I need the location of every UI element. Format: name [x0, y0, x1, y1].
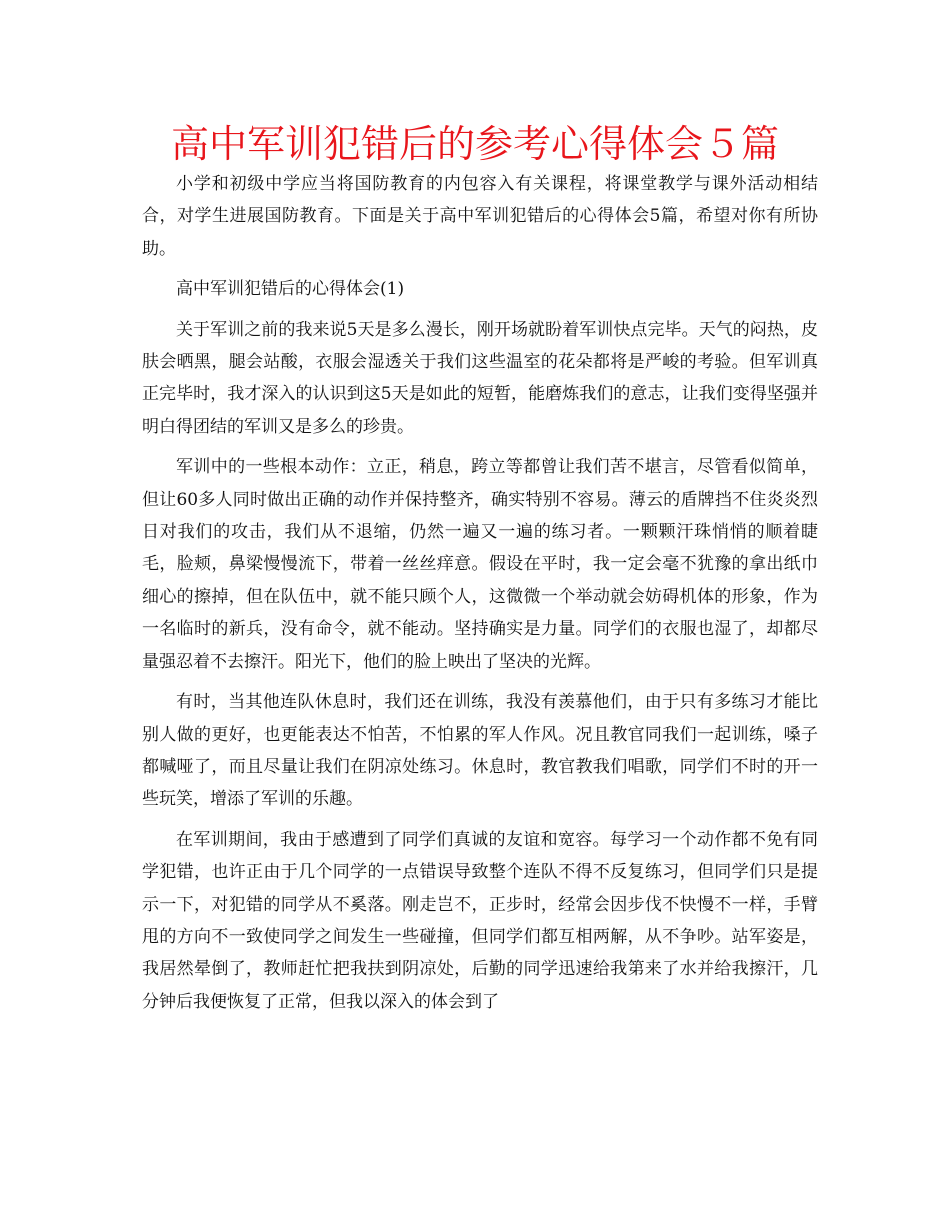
section-heading: 高中军训犯错后的心得体会(1) [176, 279, 405, 300]
body-paragraph: 在军训期间，我由于感遭到了同学们真诚的友谊和宽容。每学习一个动作都不免有同学犯错，也许正由于几个同学的一点错误导致整个连队不得不反复练习，但同学们只是提示一下，对犯错的同学从不奚落。刚走岂不，正步时，经常会因步伐不快慢不一样，手臂甩的方向不一致使同学之间发生一些碰撞，但同学们都互相两解，从不争吵。站军姿是，我居然晕倒了，教师赶忙把我扶到阴凉处，后勤的同学迅速给我第来了水并给我擦汗，几分钟后我便恢复了正常，但我以深入的体会到了 [142, 829, 818, 1012]
intro-paragraph: 小学和初级中学应当将国防教育的内包容入有关课程，将课堂教学与课外活动相结合，对学生进展国防教育。下面是关于高中军训犯错后的心得体会5篇，希望对你有所协助。 [142, 174, 818, 259]
body-paragraph: 军训中的一些根本动作：立正，稍息，跨立等都曾让我们苦不堪言，尽管看似简单，但让60多人同时做出正确的动作并保持整齐，确实特别不容易。薄云的盾牌挡不住炎炎烈日对我们的攻击，我们从不退缩，仍然一遍又一遍的练习者。一颗颗汗珠悄悄的顺着睫毛，脸颊，鼻梁慢慢流下，带着一丝丝痒意。假设在平时，我一定会毫不犹豫的拿出纸巾细心的擦掉，但在队伍中，就不能只顾个人，这微微一个举动就会妨碍机体的形象，作为一名临时的新兵，没有命令，就不能动。坚持确实是力量。同学们的衣服也湿了，却都尽量强忍着不去擦汗。阳光下，他们的脸上映出了坚决的光辉。 [142, 457, 818, 672]
body-paragraph: 有时，当其他连队休息时，我们还在训练，我没有羡慕他们，由于只有多练习才能比别人做的更好，也更能表达不怕苦，不怕累的军人作风。况且教官同我们一起训练，嗓子都喊哑了，而且尽量让我们在阴凉处练习。休息时，教官教我们唱歌，同学们不时的开一些玩笑，增添了军训的乐趣。 [142, 692, 818, 810]
document-body [142, 168, 818, 1026]
body-paragraph: 关于军训之前的我来说5天是多么漫长，刚开场就盼着军训快点完毕。天气的闷热，皮肤会晒黑，腿会站酸，衣服会湿透关于我们这些温室的花朵都将是严峻的考验。但军训真正完毕时，我才深入的认识到这5天是如此的短暂，能磨炼我们的意志，让我们变得坚强并明白得团结的军训又是多么的珍贵。 [142, 319, 818, 437]
document-title: 高中军训犯错后的参考心得体会５篇 [170, 122, 779, 166]
